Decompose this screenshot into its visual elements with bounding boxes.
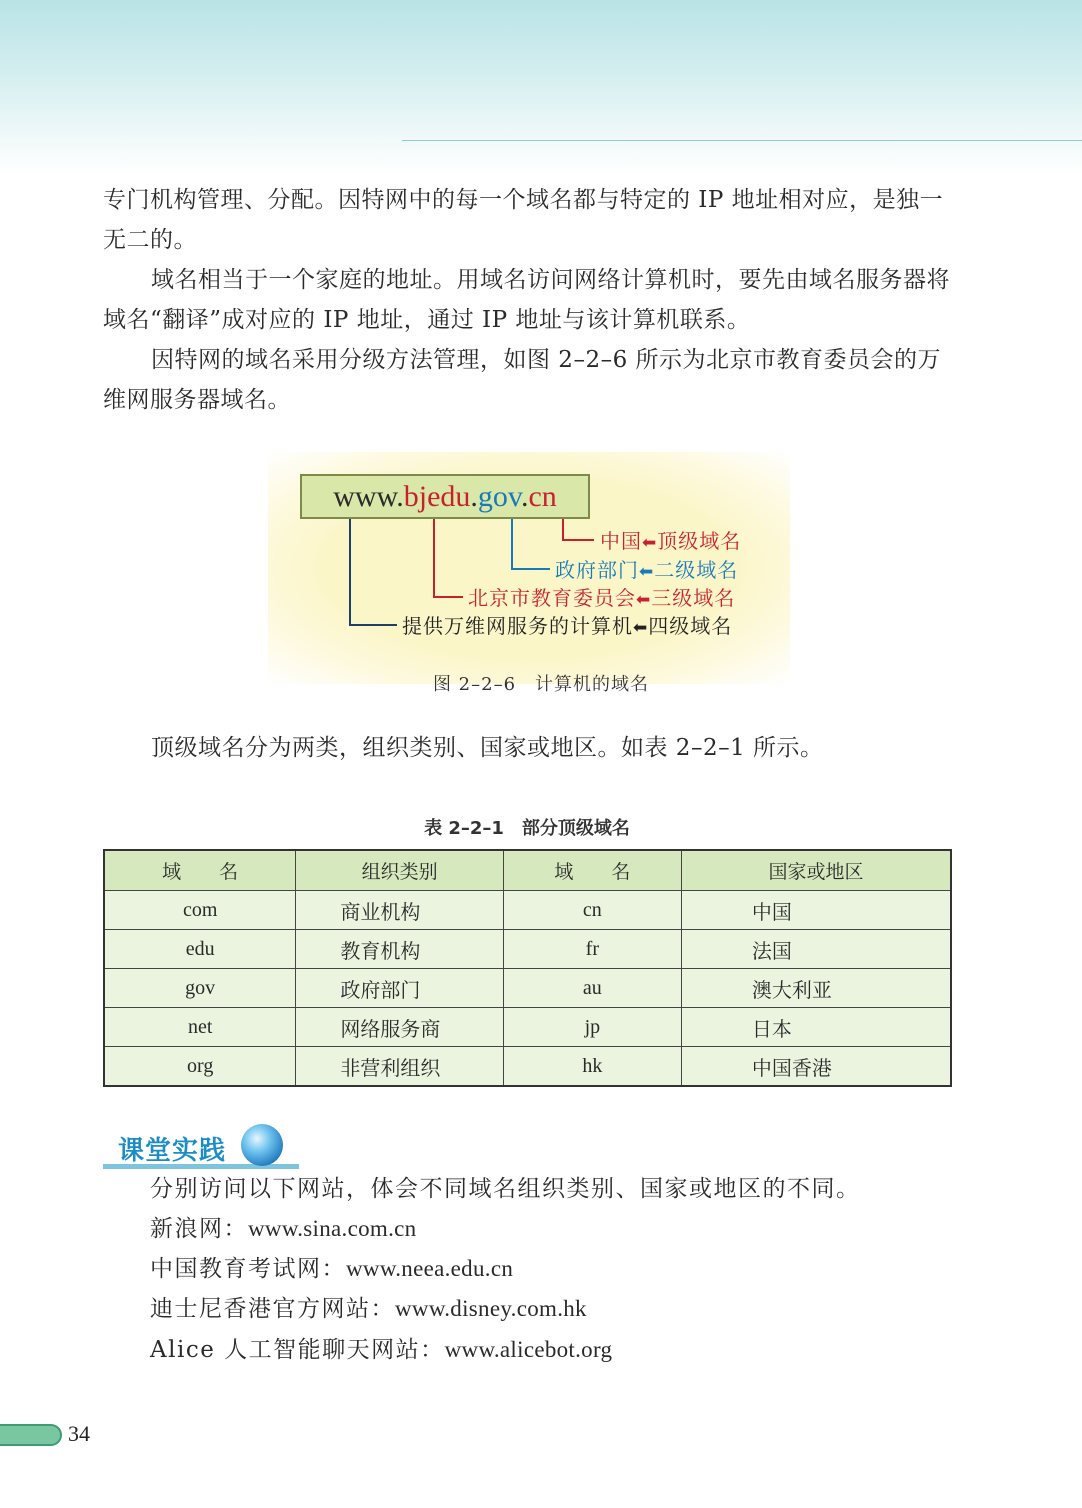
- cell-country: 日本: [681, 1008, 951, 1047]
- site-name: 迪士尼香港官方网站: [150, 1296, 371, 1322]
- url-www: www.: [333, 480, 404, 513]
- table-row: [104, 891, 951, 930]
- label-fourth-level-text: 提供万维网服务的计算机: [402, 614, 633, 638]
- cell-country-domain: fr: [503, 930, 681, 969]
- practice-heading: 课堂实践: [118, 1136, 227, 1166]
- site-separator: ：: [321, 1256, 346, 1282]
- cell-country-domain: au: [503, 969, 681, 1008]
- label-fourth-level-level: 四级域名: [648, 614, 733, 638]
- arrow-left-icon: ⬅: [642, 533, 658, 553]
- paragraph-4: 顶级域名分为两类，组织类别、国家或地区。如表 2–2–1 所示。: [151, 735, 824, 761]
- connector-bjedu: [434, 519, 463, 597]
- label-third-level-level: 三级域名: [651, 586, 736, 610]
- cell-org-type: 网络服务商: [296, 1008, 503, 1047]
- paragraph-3: 因特网的域名采用分级方法管理，如图 2–2–6 所示为北京市教育委员会的万维网服务器域名。: [103, 347, 942, 413]
- page-number-tab: [0, 1424, 62, 1446]
- table-header-row: [104, 850, 951, 891]
- cell-country-domain: jp: [503, 1008, 681, 1047]
- site-url[interactable]: www.sina.com.cn: [248, 1216, 417, 1241]
- label-fourth-level: [402, 614, 732, 640]
- table-row: [104, 1008, 951, 1047]
- table-title: 表 2–2–1 部分顶级域名: [424, 818, 630, 839]
- header-domain: 域 名: [104, 850, 296, 891]
- cell-country: 中国: [681, 891, 951, 930]
- header-org-type: 组织类别: [296, 850, 503, 891]
- url-dot: .: [520, 480, 529, 513]
- practice-site: [150, 1294, 587, 1324]
- label-third-level-text: 北京市教育委员会: [468, 586, 636, 610]
- connector-cn: [563, 519, 594, 540]
- cell-country-domain: cn: [503, 891, 681, 930]
- site-separator: ：: [370, 1296, 395, 1322]
- url-dot: .: [470, 480, 478, 513]
- connector-gov: [512, 519, 550, 569]
- label-top-level-level: 顶级域名: [657, 529, 742, 553]
- site-url[interactable]: www.disney.com.hk: [395, 1296, 587, 1321]
- arrow-left-icon: ⬅: [639, 562, 655, 582]
- site-separator: ：: [223, 1216, 248, 1242]
- cell-country: 中国香港: [681, 1047, 951, 1087]
- header-domain-2: 域 名: [503, 850, 681, 891]
- label-top-level: [600, 529, 741, 555]
- site-url[interactable]: www.neea.edu.cn: [346, 1256, 514, 1281]
- label-second-level: [555, 558, 738, 584]
- cell-country-domain: hk: [503, 1047, 681, 1087]
- figure-caption: 图 2–2–6 计算机的域名: [432, 674, 650, 695]
- label-second-level-level: 二级域名: [654, 558, 739, 582]
- practice-site: [150, 1254, 513, 1284]
- paragraph-2: 域名相当于一个家庭的地址。用域名访问网络计算机时，要先由域名服务器将域名“翻译”成对应的 IP 地址，通过 IP 地址与该计算机联系。: [103, 267, 950, 333]
- connector-www: [350, 519, 397, 625]
- site-separator: ：: [420, 1337, 445, 1363]
- label-second-level-text: 政府部门: [555, 558, 639, 582]
- practice-site: [150, 1335, 612, 1365]
- domain-table: [103, 849, 952, 1087]
- cell-org-domain: net: [104, 1008, 296, 1047]
- table-row: [104, 930, 951, 969]
- cell-org-type: 非营利组织: [296, 1047, 503, 1087]
- cell-org-type: 政府部门: [296, 969, 503, 1008]
- practice-intro: 分别访问以下网站，体会不同域名组织类别、国家或地区的不同。: [150, 1176, 861, 1202]
- page-number: 34: [68, 1421, 90, 1446]
- arrow-left-icon: ⬅: [636, 590, 652, 610]
- table-row: [104, 1047, 951, 1087]
- cell-org-domain: gov: [104, 969, 296, 1008]
- cell-country: 法国: [681, 930, 951, 969]
- site-name: 新浪网: [150, 1216, 224, 1242]
- site-url[interactable]: www.alicebot.org: [444, 1337, 613, 1362]
- paragraph-1: 专门机构管理、分配。因特网中的每一个域名都与特定的 IP 地址相对应，是独一无二的。: [103, 187, 944, 253]
- cell-org-type: 教育机构: [296, 930, 503, 969]
- practice-site: [150, 1214, 416, 1244]
- label-third-level: [468, 586, 735, 612]
- cell-org-domain: edu: [104, 930, 296, 969]
- table-row: [104, 969, 951, 1008]
- site-name: Alice 人工智能聊天网站: [150, 1337, 421, 1363]
- url-gov: gov: [477, 480, 521, 513]
- cell-org-type: 商业机构: [296, 891, 503, 930]
- url-cn: cn: [528, 480, 557, 513]
- label-top-level-text: 中国: [600, 529, 642, 553]
- url-bjedu: bjedu: [403, 480, 471, 513]
- arrow-left-icon: ⬅: [633, 618, 649, 638]
- cell-org-domain: com: [104, 891, 296, 930]
- site-name: 中国教育考试网: [150, 1256, 322, 1282]
- cell-org-domain: org: [104, 1047, 296, 1087]
- globe-icon: [241, 1124, 283, 1166]
- header-country: 国家或地区: [681, 850, 951, 891]
- cell-country: 澳大利亚: [681, 969, 951, 1008]
